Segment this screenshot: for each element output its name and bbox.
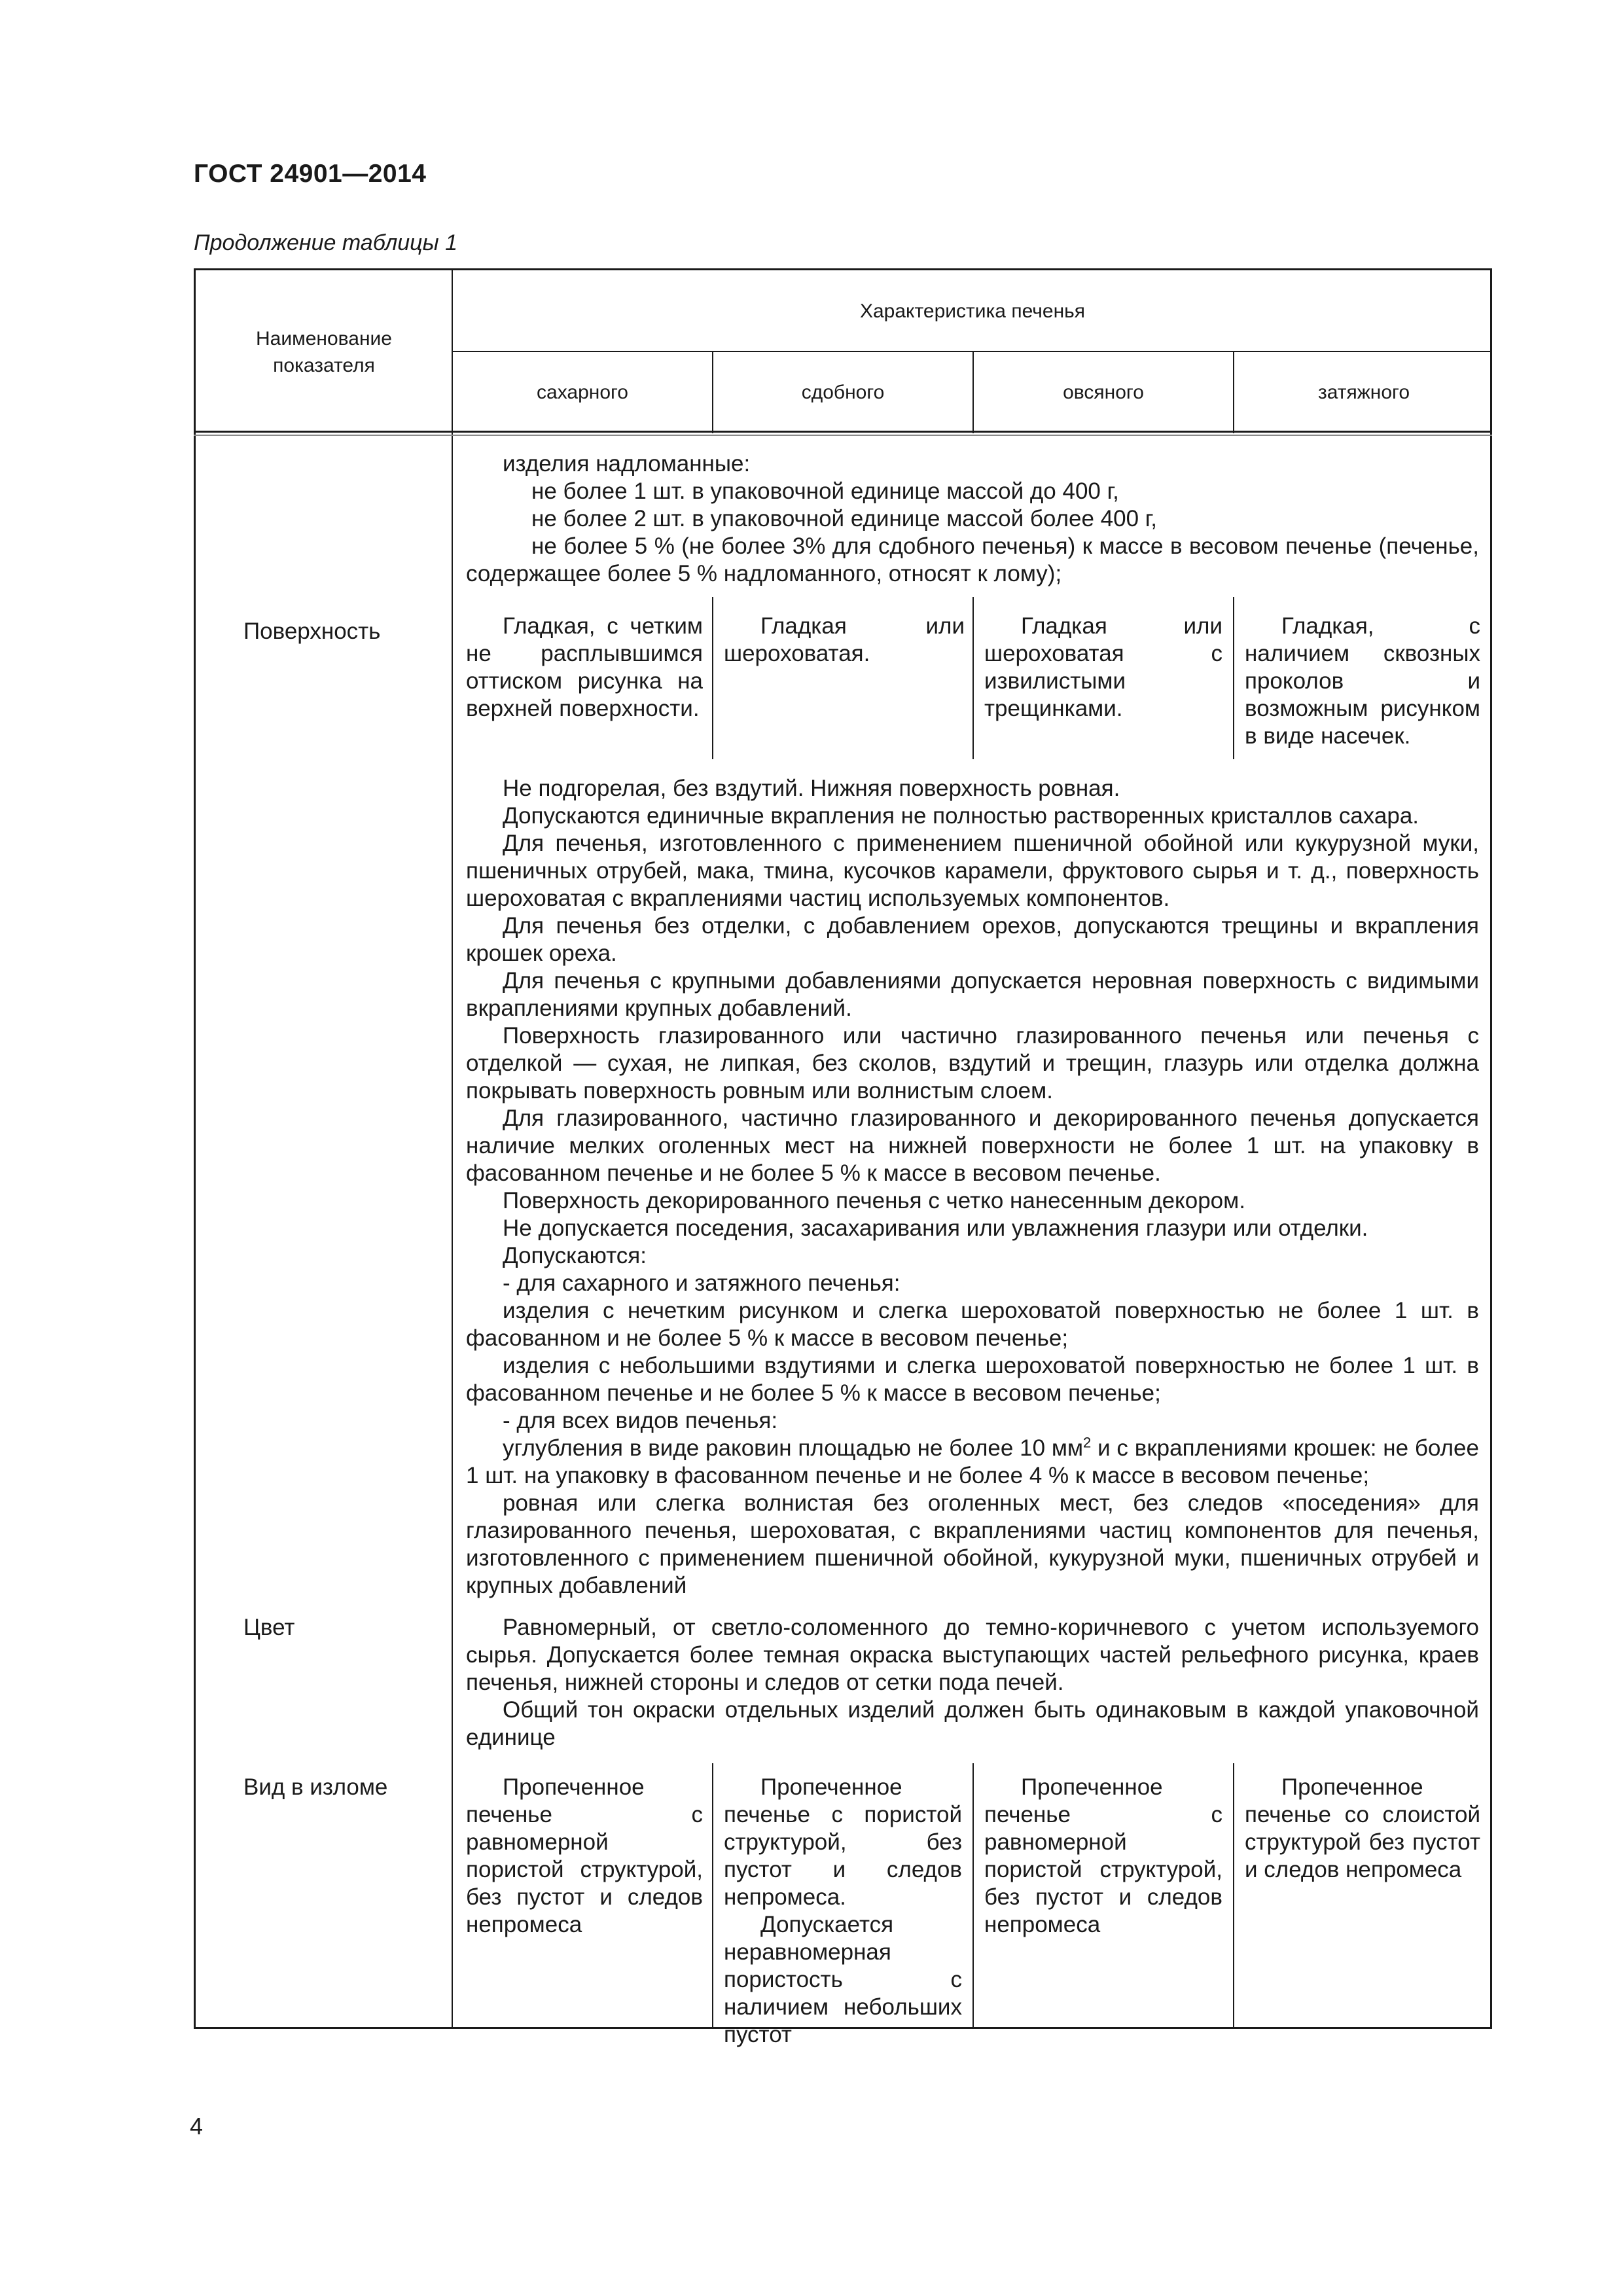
table-continuation-caption: Продолжение таблицы 1	[194, 230, 457, 255]
fracture-rich: Пропеченное печенье с пористой структурой, без пустот и следов непромеса. Допускается неравномерная пористость с наличием небольших пустот	[724, 1774, 962, 2047]
color-paragraph: Общий тон окраски отдельных изделий должен быть одинаковым в каждой упаковочной единице	[466, 1697, 1479, 1750]
document-code: ГОСТ 24901—2014	[194, 160, 427, 188]
header-indicator: Наименование показателя	[256, 328, 392, 376]
surface-paragraph: - для сахарного и затяжного печенья:	[503, 1270, 901, 1296]
page-number: 4	[190, 2113, 204, 2140]
fracture-oat: Пропеченное печенье с равномерной пористой структурой, без пустот и следов непромеса	[984, 1774, 1222, 1937]
surface-paragraph: Поверхность глазированного или частично глазированного печенья или печенья с отделкой — сухая, не липкая, без сколов, вздутий и трещин, глазурь или отделка должна покрывать поверхность ровным или волнистым слоем.	[466, 1023, 1479, 1103]
surface-paragraph: Не подгорелая, без вздутий. Нижняя поверхность ровная.	[503, 776, 1120, 801]
surface-paragraph-part: углубления в виде раковин площадью не более 10 мм	[503, 1435, 1084, 1461]
color-details	[466, 1614, 1479, 1751]
surface-paragraph: Поверхность декорированного печенья с четко нанесенным декором.	[503, 1188, 1245, 1213]
surface-details	[466, 775, 1479, 1600]
surface-paragraph-part: и с вкраплениями крошек: не более 1 шт. на упаковку в фасованном печенье и не более 4 % к массе в весовом печенье;	[466, 1435, 1479, 1488]
surface-paragraph: Не допускается поседения, засахаривания или увлажнения глазури или отделки.	[503, 1215, 1368, 1241]
broken-lead: изделия надломанные:	[503, 451, 751, 476]
divider	[452, 351, 1492, 352]
surface-paragraph: изделия с нечетким рисунком и слегка шероховатой поверхностью не более 1 шт. в фасованном и не более 5 % к массе в весовом печенье;	[466, 1298, 1479, 1351]
fracture-sugar: Пропеченное печенье с равномерной пористой структурой, без пустот и следов непромеса	[466, 1774, 703, 1937]
header-col-oat: овсяного	[1063, 382, 1144, 403]
surface-paragraph: Для печенья, изготовленного с применением пшеничной обойной или кукурузной муки, пшеничных отрубей, мака, тмина, кусочков карамели, фруктового сырья и т. д., поверхность шероховатая с вкраплениями частиц используемых компонентов.	[466, 831, 1479, 911]
header-col-rich: сдобного	[801, 382, 885, 403]
divider	[712, 597, 713, 759]
surface-paragraph: Допускаются:	[503, 1243, 647, 1268]
color-paragraph: Равномерный, от светло-соломенного до темно-коричневого с учетом используемого сырья. Допускается более темная окраска выступающих частей рельефного рисунка, краев печенья, нижней стороны и следов от сетки пода печей.	[466, 1615, 1479, 1695]
broken-items-text	[466, 450, 1479, 588]
surface-paragraph: Для печенья с крупными добавлениями допускается неровная поверхность с видимыми вкраплениями крупных добавлений.	[466, 968, 1479, 1021]
divider	[972, 1763, 974, 2029]
surface-paragraph: изделия с небольшими вздутиями и слегка шероховатой поверхностью не более 1 шт. в фасованном печенье и не более 5 % к массе в весовом печенье;	[466, 1353, 1479, 1406]
superscript: 2	[1083, 1434, 1092, 1451]
divider	[194, 431, 1492, 433]
surface-paragraph	[466, 1435, 1479, 1490]
divider	[712, 1763, 713, 2029]
surface-tough: Гладкая, с наличием сквозных проколов и возможным рисунком в виде насечек.	[1245, 613, 1480, 749]
surface-paragraph: ровная или слегка волнистая без оголенных мест, без следов «поседения» для глазированного печенья, шероховатая, с вкраплениями частиц компонентов для печенья, изготовленного с применением пшеничной обойной, кукурузной муки, пшеничных отрубей и крупных добавлений	[466, 1490, 1479, 1598]
surface-paragraph: Для глазированного, частично глазированного и декорированного печенья допускается наличие мелких оголенных мест на нижней поверхности не более 1 шт. на упаковку в фасованном печенье и не более 5 % к массе в весовом печенье.	[466, 1105, 1479, 1186]
broken-line-3: не более 5 % (не более 3% для сдобного печенья) к массе в весовом печенье (печенье, содержащее более 5 % надломанного, относят к лому);	[466, 533, 1479, 586]
surface-rich: Гладкая или шероховатая.	[724, 613, 965, 666]
surface-label: Поверхность	[243, 619, 381, 644]
divider	[194, 435, 1492, 436]
fracture-label: Вид в изломе	[243, 1774, 388, 1800]
surface-paragraph: - для всех видов печенья:	[503, 1408, 778, 1433]
divider	[1233, 597, 1234, 759]
surface-sugar: Гладкая, с четким не расплывшимся оттиском рисунка на верхней поверхности.	[466, 613, 703, 721]
broken-line-1: не более 1 шт. в упаковочной единице массой до 400 г,	[531, 478, 1119, 504]
fracture-tough: Пропеченное печенье со слоистой структурой без пустот и следов непромеса	[1245, 1774, 1480, 1882]
divider	[972, 597, 974, 759]
divider	[1233, 1763, 1234, 2029]
surface-paragraph: Для печенья без отделки, с добавлением орехов, допускаются трещины и вкрапления крошек ореха.	[466, 913, 1479, 966]
color-label: Цвет	[243, 1615, 295, 1640]
surface-paragraph: Допускаются единичные вкрапления не полностью растворенных кристаллов сахара.	[503, 803, 1419, 829]
header-col-tough: затяжного	[1317, 382, 1410, 403]
divider	[452, 268, 453, 2029]
header-col-sugar: сахарного	[537, 382, 628, 403]
header-characteristic: Характеристика печенья	[859, 300, 1086, 322]
broken-line-2: не более 2 шт. в упаковочной единице массой более 400 г,	[531, 506, 1158, 531]
surface-oat: Гладкая или шероховатая с извилистыми трещинками.	[984, 613, 1222, 721]
